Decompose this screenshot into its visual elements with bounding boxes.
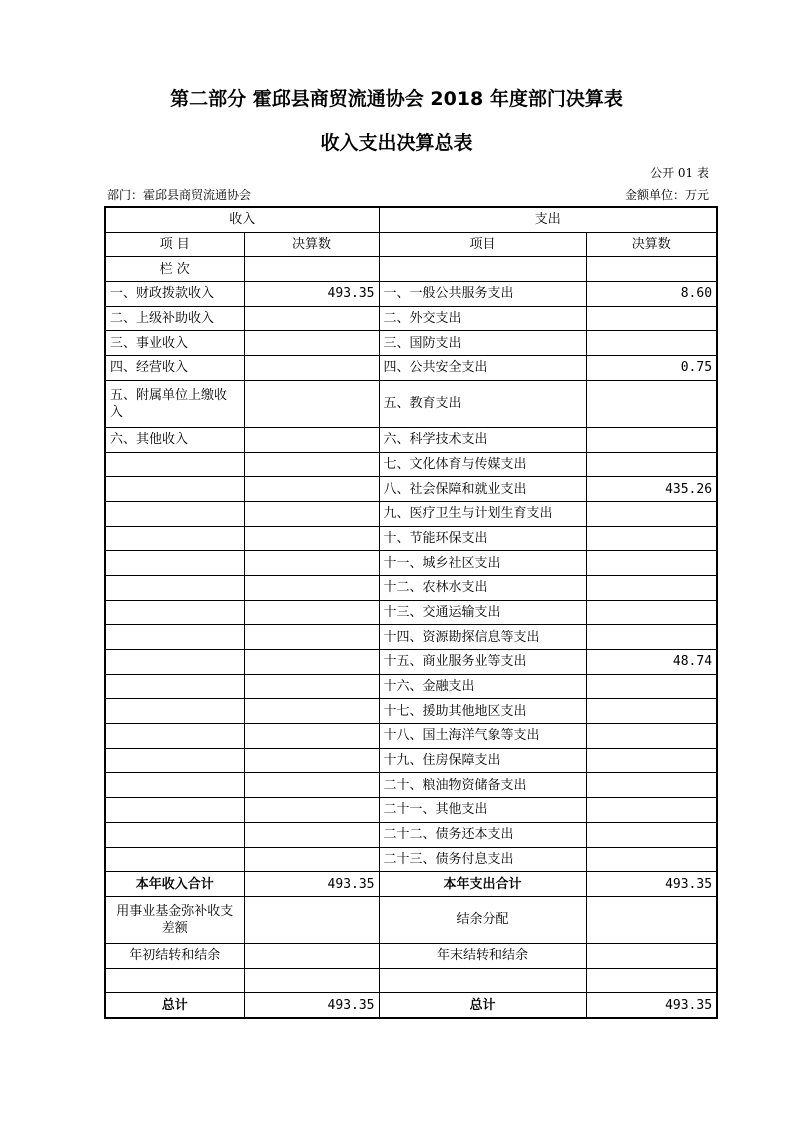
- table-row: [105, 282, 717, 307]
- table-row: [105, 773, 717, 798]
- income-item-cell: [105, 773, 244, 798]
- expense-item-header: 项目: [379, 232, 586, 257]
- expense-item-cell: 十三、交通运输支出: [379, 600, 586, 625]
- income-item-cell: [105, 748, 244, 773]
- income-amount-cell: [244, 380, 379, 427]
- income-amount-cell: [244, 748, 379, 773]
- page-title: 第二部分 霍邱县商贸流通协会 2018 年度部门决算表: [170, 88, 623, 110]
- expense-item-cell: 五、教育支出: [379, 380, 586, 427]
- column-number-row: [105, 257, 717, 282]
- income-item-cell: 三、事业收入: [105, 331, 244, 356]
- column-number-label: 栏 次: [105, 257, 244, 282]
- income-amount-cell: [244, 798, 379, 823]
- table-row: [105, 822, 717, 847]
- income-amount-cell: [244, 477, 379, 502]
- unit-label: 金额单位：万元: [624, 188, 709, 202]
- expense-amount-cell: [586, 600, 717, 625]
- table-row: [105, 477, 717, 502]
- income-amount-cell: [244, 699, 379, 724]
- end-balance-amount: [586, 943, 717, 968]
- expense-amount-cell: [586, 699, 717, 724]
- table-row: [105, 331, 717, 356]
- table-row: [105, 625, 717, 650]
- expense-amount-cell: [586, 331, 717, 356]
- income-amount-cell: [244, 331, 379, 356]
- income-item-cell: [105, 575, 244, 600]
- table-row: [105, 380, 717, 427]
- department-label: 部门：霍邱县商贸流通协会: [107, 188, 252, 202]
- income-item-cell: 六、其他收入: [105, 427, 244, 452]
- income-item-cell: [105, 847, 244, 872]
- income-amount-cell: [244, 551, 379, 576]
- table-row: [105, 551, 717, 576]
- form-number: 公开 01 表: [650, 166, 709, 180]
- expense-item-cell: 七、文化体育与传媒支出: [379, 452, 586, 477]
- expense-amount-cell: [586, 724, 717, 749]
- expense-amount-cell: [586, 674, 717, 699]
- surplus-label: 结余分配: [379, 896, 586, 943]
- income-item-cell: 一、财政拨款收入: [105, 282, 244, 307]
- expense-item-cell: 四、公共安全支出: [379, 356, 586, 381]
- expense-amount-cell: [586, 551, 717, 576]
- expense-amount-cell: [586, 625, 717, 650]
- expense-item-cell: 十、节能环保支出: [379, 526, 586, 551]
- expense-item-cell: 十一、城乡社区支出: [379, 551, 586, 576]
- table-row: [105, 724, 717, 749]
- expense-amount-cell: [586, 798, 717, 823]
- income-expense-table: [104, 206, 718, 1019]
- expense-item-cell: 一、一般公共服务支出: [379, 282, 586, 307]
- income-item-cell: [105, 501, 244, 526]
- begin-balance-amount: [244, 943, 379, 968]
- expense-item-cell: 八、社会保障和就业支出: [379, 477, 586, 502]
- begin-balance-label: 年初结转和结余: [105, 943, 244, 968]
- grand-total-row: [105, 993, 717, 1018]
- table-row: [105, 356, 717, 381]
- column-header-row: [105, 232, 717, 257]
- income-amount-cell: [244, 773, 379, 798]
- income-item-cell: [105, 798, 244, 823]
- expense-year-total-amount: 493.35: [586, 872, 717, 897]
- expense-item-cell: 十四、资源勘探信息等支出: [379, 625, 586, 650]
- table-row: [105, 306, 717, 331]
- table-row: [105, 748, 717, 773]
- expense-amount-cell: 8.60: [586, 282, 717, 307]
- expense-item-cell: 二十、粮油物资储备支出: [379, 773, 586, 798]
- expense-item-cell: 二十一、其他支出: [379, 798, 586, 823]
- income-amount-header: 决算数: [244, 232, 379, 257]
- expense-amount-cell: [586, 501, 717, 526]
- income-amount-cell: [244, 356, 379, 381]
- expense-amount-header: 决算数: [586, 232, 717, 257]
- income-item-cell: [105, 477, 244, 502]
- expense-amount-cell: [586, 380, 717, 427]
- surplus-amount: [586, 896, 717, 943]
- income-year-total-amount: 493.35: [244, 872, 379, 897]
- blank-row: [105, 968, 717, 993]
- expense-amount-cell: [586, 452, 717, 477]
- expense-item-cell: 二十二、债务还本支出: [379, 822, 586, 847]
- expense-amount-cell: [586, 575, 717, 600]
- income-amount-cell: [244, 452, 379, 477]
- expense-amount-cell: [586, 773, 717, 798]
- table-row: [105, 699, 717, 724]
- grand-income-amount: 493.35: [244, 993, 379, 1018]
- table-row: [105, 575, 717, 600]
- expense-item-cell: 十六、金融支出: [379, 674, 586, 699]
- expense-amount-cell: [586, 306, 717, 331]
- income-amount-cell: 493.35: [244, 282, 379, 307]
- table-row: [105, 650, 717, 675]
- expense-amount-cell: [586, 526, 717, 551]
- expense-amount-cell: [586, 427, 717, 452]
- income-amount-cell: [244, 306, 379, 331]
- expense-amount-cell: 48.74: [586, 650, 717, 675]
- income-amount-cell: [244, 625, 379, 650]
- table-row: [105, 452, 717, 477]
- income-item-cell: [105, 822, 244, 847]
- income-item-cell: [105, 452, 244, 477]
- expense-item-cell: 十七、援助其他地区支出: [379, 699, 586, 724]
- income-amount-cell: [244, 674, 379, 699]
- expense-amount-cell: 435.26: [586, 477, 717, 502]
- grand-expense-amount: 493.35: [586, 993, 717, 1018]
- income-amount-cell: [244, 501, 379, 526]
- expense-amount-cell: [586, 847, 717, 872]
- section-header-row: [105, 207, 717, 232]
- income-amount-cell: [244, 847, 379, 872]
- table-row: [105, 600, 717, 625]
- table-row: [105, 674, 717, 699]
- expense-header: 支出: [379, 207, 717, 232]
- income-item-header: 项 目: [105, 232, 244, 257]
- expense-item-cell: 三、国防支出: [379, 331, 586, 356]
- expense-item-cell: 十二、农林水支出: [379, 575, 586, 600]
- income-year-total-label: 本年收入合计: [105, 872, 244, 897]
- expense-year-total-label: 本年支出合计: [379, 872, 586, 897]
- table-row: [105, 427, 717, 452]
- income-item-cell: [105, 724, 244, 749]
- expense-item-cell: 九、医疗卫生与计划生育支出: [379, 501, 586, 526]
- expense-amount-cell: [586, 748, 717, 773]
- expense-item-cell: 十五、商业服务业等支出: [379, 650, 586, 675]
- income-amount-cell: [244, 650, 379, 675]
- income-amount-cell: [244, 822, 379, 847]
- table-row: [105, 501, 717, 526]
- table-row: [105, 526, 717, 551]
- income-item-cell: [105, 600, 244, 625]
- expense-amount-cell: [586, 822, 717, 847]
- income-item-cell: 四、经营收入: [105, 356, 244, 381]
- grand-income-label: 总计: [105, 993, 244, 1018]
- end-balance-label: 年末结转和结余: [379, 943, 586, 968]
- income-amount-cell: [244, 575, 379, 600]
- fund-amount: [244, 896, 379, 943]
- income-item-cell: [105, 674, 244, 699]
- table-row: [105, 847, 717, 872]
- income-amount-cell: [244, 600, 379, 625]
- expense-item-cell: 六、科学技术支出: [379, 427, 586, 452]
- expense-item-cell: 十九、住房保障支出: [379, 748, 586, 773]
- income-amount-cell: [244, 724, 379, 749]
- table-row: [105, 798, 717, 823]
- fund-label: 用事业基金弥补收支差额: [105, 896, 244, 943]
- income-item-cell: 二、上级补助收入: [105, 306, 244, 331]
- income-item-cell: [105, 699, 244, 724]
- income-item-cell: 五、附属单位上缴收入: [105, 380, 244, 427]
- grand-expense-label: 总计: [379, 993, 586, 1018]
- income-item-cell: [105, 650, 244, 675]
- balance-row: [105, 943, 717, 968]
- fund-surplus-row: [105, 896, 717, 943]
- expense-item-cell: 二十三、债务付息支出: [379, 847, 586, 872]
- income-amount-cell: [244, 427, 379, 452]
- income-amount-cell: [244, 526, 379, 551]
- expense-item-cell: 二、外交支出: [379, 306, 586, 331]
- table-title: 收入支出决算总表: [320, 132, 473, 154]
- income-item-cell: [105, 526, 244, 551]
- year-total-row: [105, 872, 717, 897]
- income-header: 收入: [105, 207, 379, 232]
- income-item-cell: [105, 551, 244, 576]
- expense-item-cell: 十八、国土海洋气象等支出: [379, 724, 586, 749]
- expense-amount-cell: 0.75: [586, 356, 717, 381]
- income-item-cell: [105, 625, 244, 650]
